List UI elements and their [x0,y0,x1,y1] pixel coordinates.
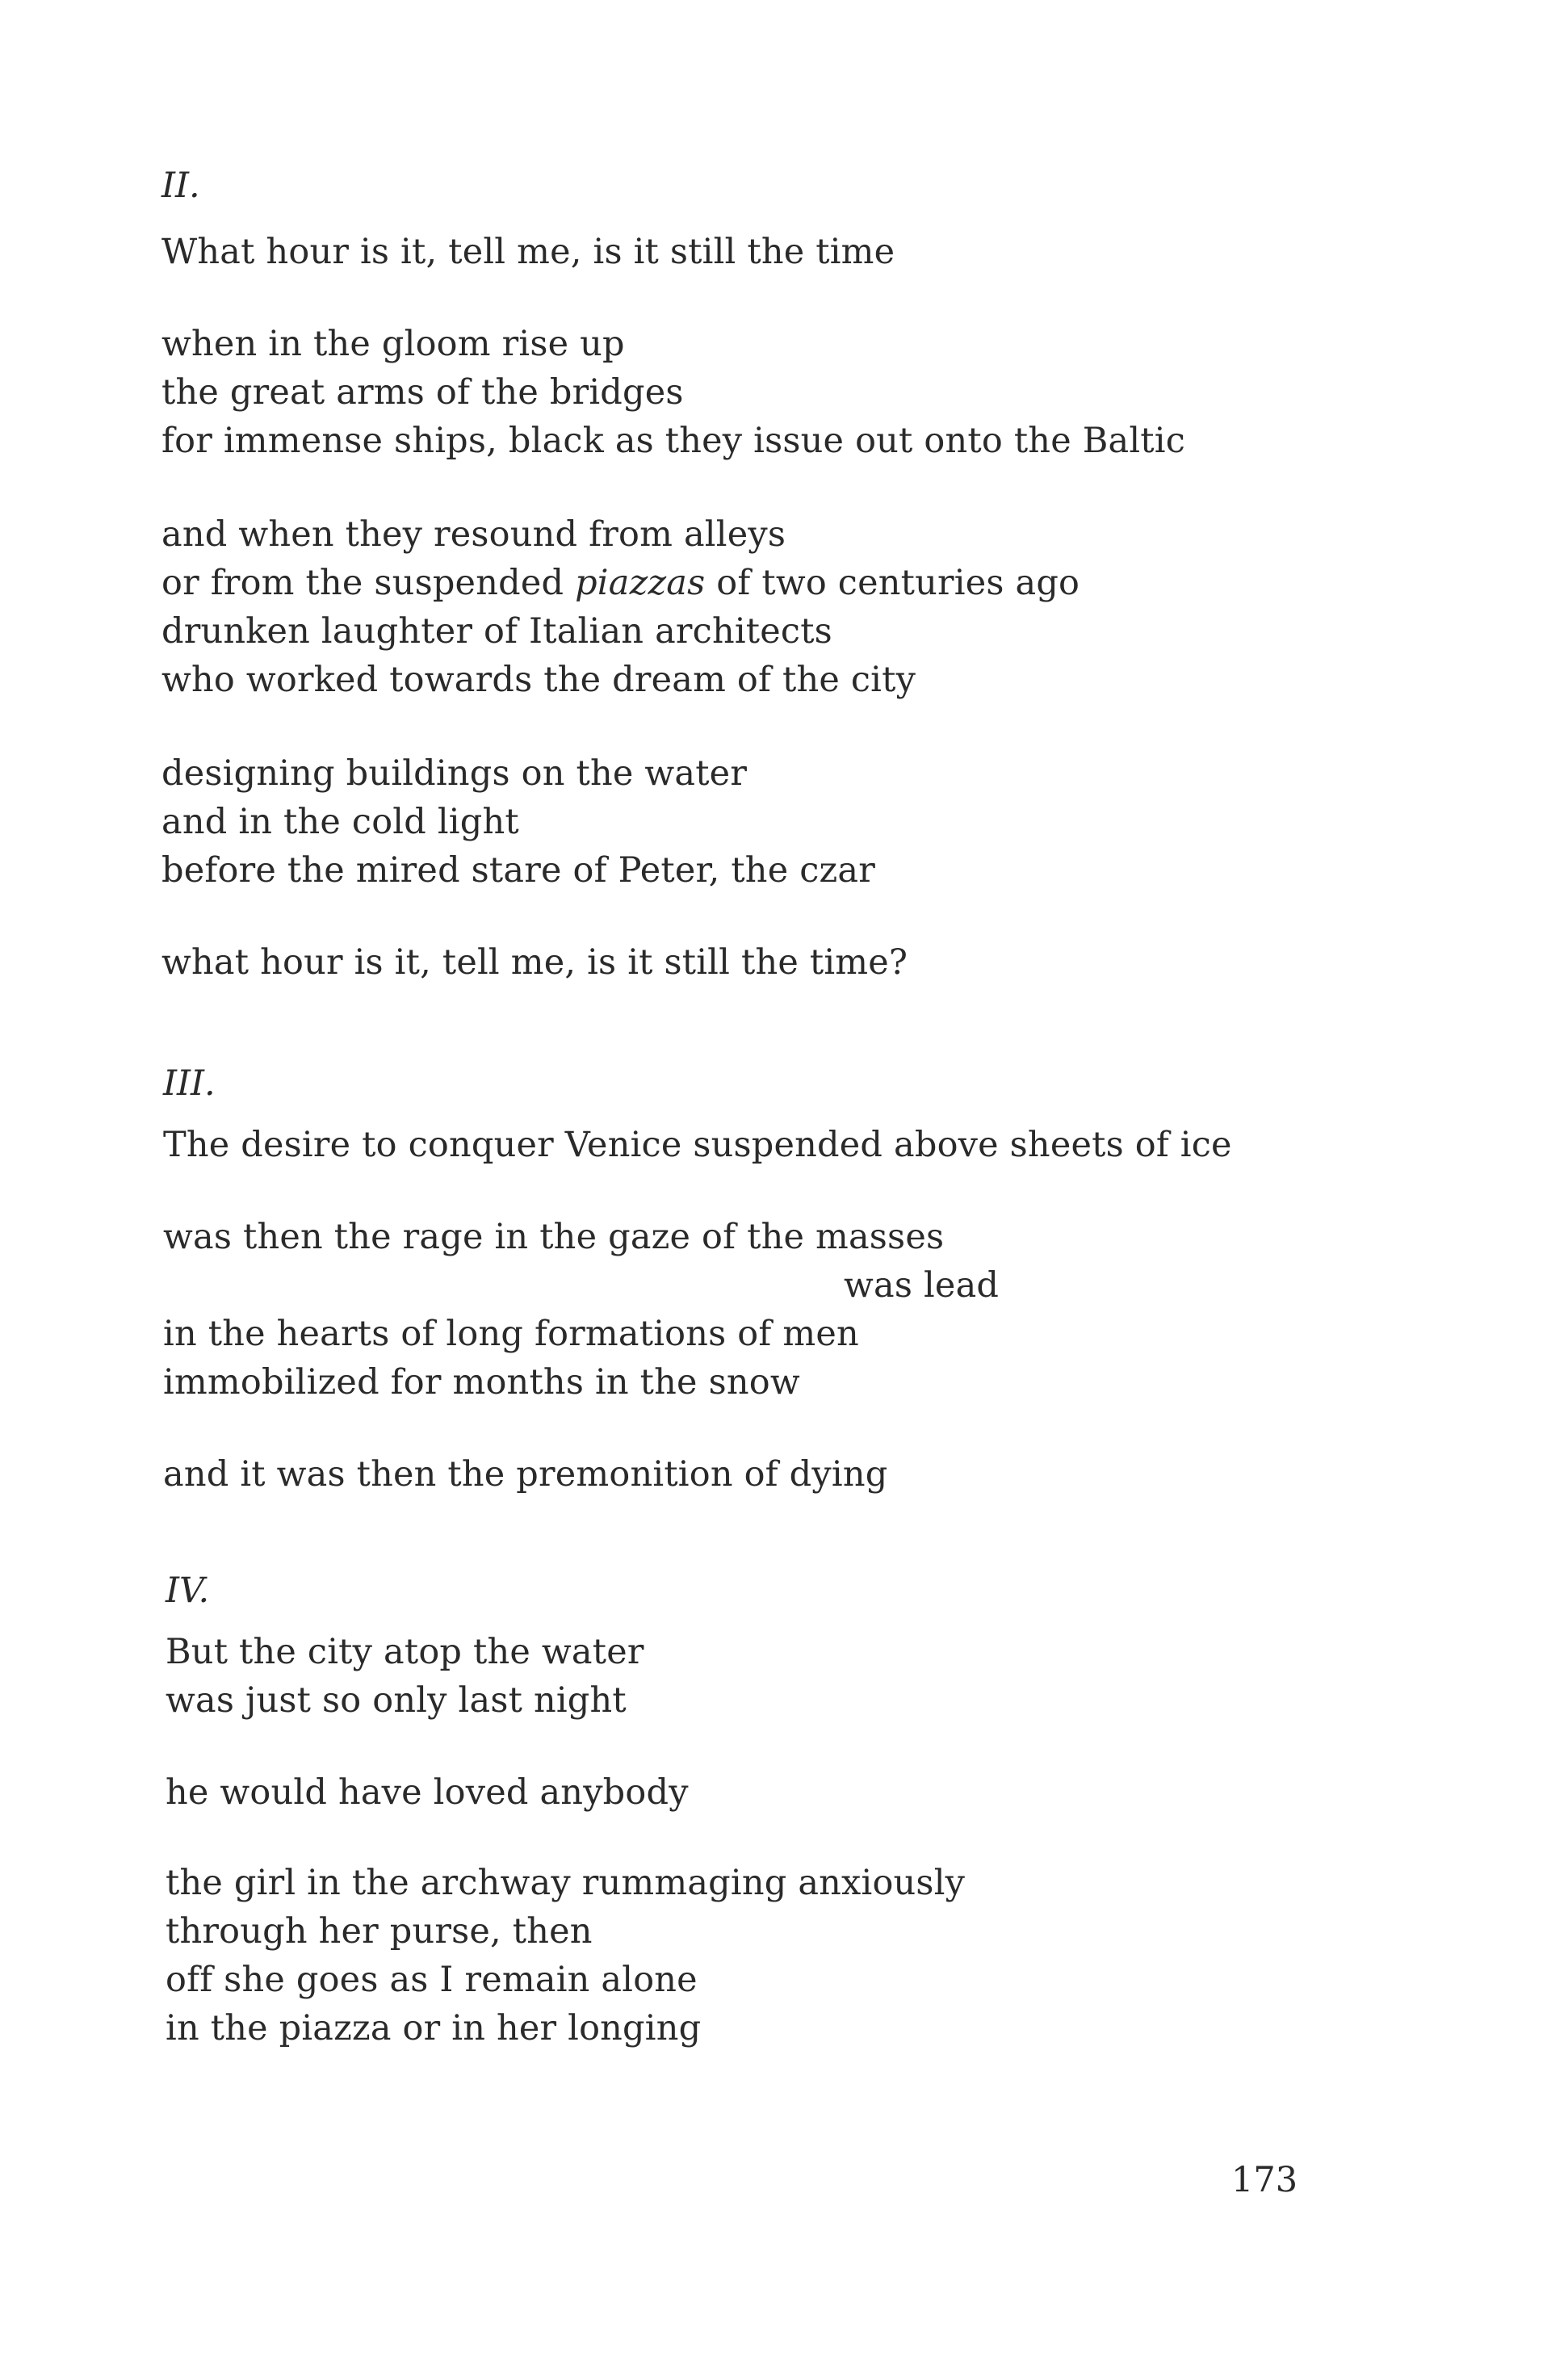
poem-italic-word: piazzas [575,563,706,603]
poem-line: when in the gloom rise up [161,324,625,364]
poem-line: was then the rage in the gaze of the masses [163,1217,945,1257]
poem-line: he would have loved anybody [166,1772,689,1813]
poem-line: immobilized for months in the snow [163,1362,800,1403]
poem-line-part: of two centuries ago [716,563,1080,603]
poem-line: But the city atop the water [166,1632,644,1672]
poem-line: off she goes as I remain alone [166,1960,698,2000]
poem-line: and in the cold light [161,802,519,842]
poem-line-indented: was lead [844,1265,1000,1306]
poem-line: in the piazza or in her longing [166,2008,702,2048]
poem-line: who worked towards the dream of the city [161,660,916,700]
poem-line: through her purse, then [166,1911,593,1952]
poem-line: what hour is it, tell me, is it still the time? [161,942,908,983]
poem-line: drunken laughter of Italian architects [161,611,832,652]
poem-line: was just so only last night [166,1680,627,1721]
poem-line: designing buildings on the water [161,753,748,794]
section-heading-iii: III. [163,1063,216,1104]
poem-line: the great arms of the bridges [161,372,684,413]
poem-line-part: or from the suspended [161,563,564,603]
poem-line: for immense ships, black as they issue out onto the Baltic [161,421,1186,461]
poem-line: the girl in the archway rummaging anxiously [166,1863,966,1903]
poem-line [161,559,1080,607]
page-number: 173 [1231,2160,1298,2200]
poem-line: The desire to conquer Venice suspended above sheets of ice [163,1125,1232,1165]
poem-line: and when they resound from alleys [161,514,786,555]
poem-line: What hour is it, tell me, is it still the time [161,232,895,272]
poem-line: in the hearts of long formations of men [163,1314,859,1354]
section-heading-ii: II. [161,166,200,206]
poem-line: and it was then the premonition of dying [163,1454,888,1495]
poem-line: before the mired stare of Peter, the czar [161,850,875,891]
section-heading-iv: IV. [166,1570,210,1611]
